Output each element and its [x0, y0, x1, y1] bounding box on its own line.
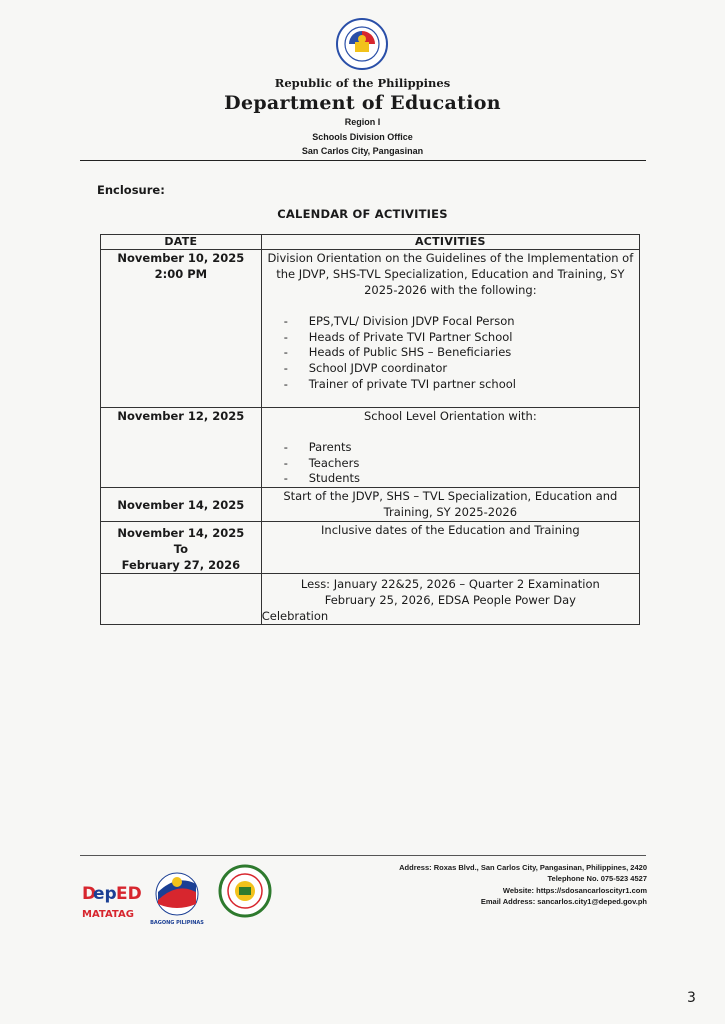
enclosure-label: Enclosure:: [97, 183, 165, 197]
table-row: [101, 522, 640, 574]
participant-list: [262, 440, 639, 487]
deped-matatag-logo: [82, 884, 142, 920]
date-cell: [101, 250, 262, 408]
calendar-title: CALENDAR OF ACTIVITIES: [277, 207, 448, 221]
table-header-row: [101, 235, 640, 250]
date-cell: [101, 522, 262, 574]
svg-text:BAGONG PILIPINAS: BAGONG PILIPINAS: [150, 920, 204, 926]
department-title: Department of Education: [224, 92, 501, 114]
table-row: [101, 574, 640, 625]
activity-cell: [261, 522, 639, 574]
list-item: - Heads of Public SHS – Beneficiaries: [284, 345, 639, 361]
website-line: Website: https://sdosancarloscityr1.com: [502, 885, 647, 895]
footer-divider: [80, 855, 646, 856]
list-item: - Students: [284, 471, 639, 487]
date-text: November 14, 2025: [117, 526, 245, 541]
telephone-line: Telephone No. 075-523 4527: [547, 874, 647, 884]
bagong-pilipinas-logo: [150, 873, 204, 926]
svg-text:D: D: [82, 884, 97, 904]
list-item: - Teachers: [284, 456, 639, 472]
table-row: [101, 250, 640, 408]
svg-text:MATATAG: MATATAG: [82, 909, 134, 920]
date-text: November 10, 2025: [117, 251, 245, 265]
activity-cell: [261, 574, 639, 625]
activities-column-header: ACTIVITIES: [261, 235, 639, 250]
page-number: 3: [687, 990, 696, 1006]
svg-text:ep: ep: [93, 884, 117, 904]
republic-line: Republic of the Philippines: [274, 76, 451, 90]
activity-text: February 25, 2026, EDSA People Power Day: [324, 593, 576, 608]
table-row: [101, 488, 640, 522]
region-line: Region I: [344, 117, 381, 127]
office-line: Schools Division Office: [312, 132, 413, 142]
activity-text: Inclusive dates of the Education and Training: [321, 523, 580, 538]
date-text: November 14, 2025: [117, 498, 245, 513]
table-row: [101, 408, 640, 488]
date-cell: [101, 408, 262, 488]
address-line: Address: Roxas Blvd., San Carlos City, Pangasinan, Philippines, 2420: [399, 863, 647, 872]
footer-logos: [80, 860, 280, 930]
footer-contact: [399, 862, 647, 908]
list-item: - Heads of Private TVI Partner School: [284, 330, 639, 346]
activity-text: Celebration: [261, 609, 329, 624]
sdo-san-carlos-seal: [220, 866, 270, 916]
date-cell: [101, 488, 262, 522]
activity-cell: [261, 488, 639, 522]
svg-text:ED: ED: [116, 884, 142, 904]
deped-seal-logo: [336, 18, 388, 70]
city-line: San Carlos City, Pangasinan: [301, 146, 424, 156]
activity-cell: [261, 408, 639, 488]
date-text: To: [173, 542, 188, 557]
time-text: 2:00 PM: [154, 267, 208, 281]
date-column-header: DATE: [101, 235, 262, 250]
date-text: November 12, 2025: [117, 409, 245, 423]
list-item: - EPS,TVL/ Division JDVP Focal Person: [284, 314, 639, 330]
activity-text: School Level Orientation with:: [364, 409, 537, 423]
activity-text: Less: January 22&25, 2026 – Quarter 2 Examination: [300, 577, 600, 592]
header-divider: [80, 160, 646, 161]
list-item: - Trainer of private TVI partner school: [284, 377, 639, 393]
email-line: Email Address: sancarlos.city1@deped.gov.ph: [480, 897, 647, 907]
list-item: - School JDVP coordinator: [284, 361, 639, 377]
activity-text: Start of the JDVP, SHS – TVL Specialization, Education and Training, SY 2025-2026: [283, 489, 618, 520]
date-text: February 27, 2026: [121, 558, 241, 573]
calendar-table: [100, 234, 640, 625]
activity-cell: [261, 250, 639, 408]
activity-text: Division Orientation on the Guidelines of the Implementation of the JDVP, SHS-TVL Specialization, Education and Training, SY 2025-2026 with the following:: [267, 251, 634, 297]
date-cell: [101, 574, 262, 625]
participant-list: [262, 314, 639, 393]
list-item: - Parents: [284, 440, 639, 456]
